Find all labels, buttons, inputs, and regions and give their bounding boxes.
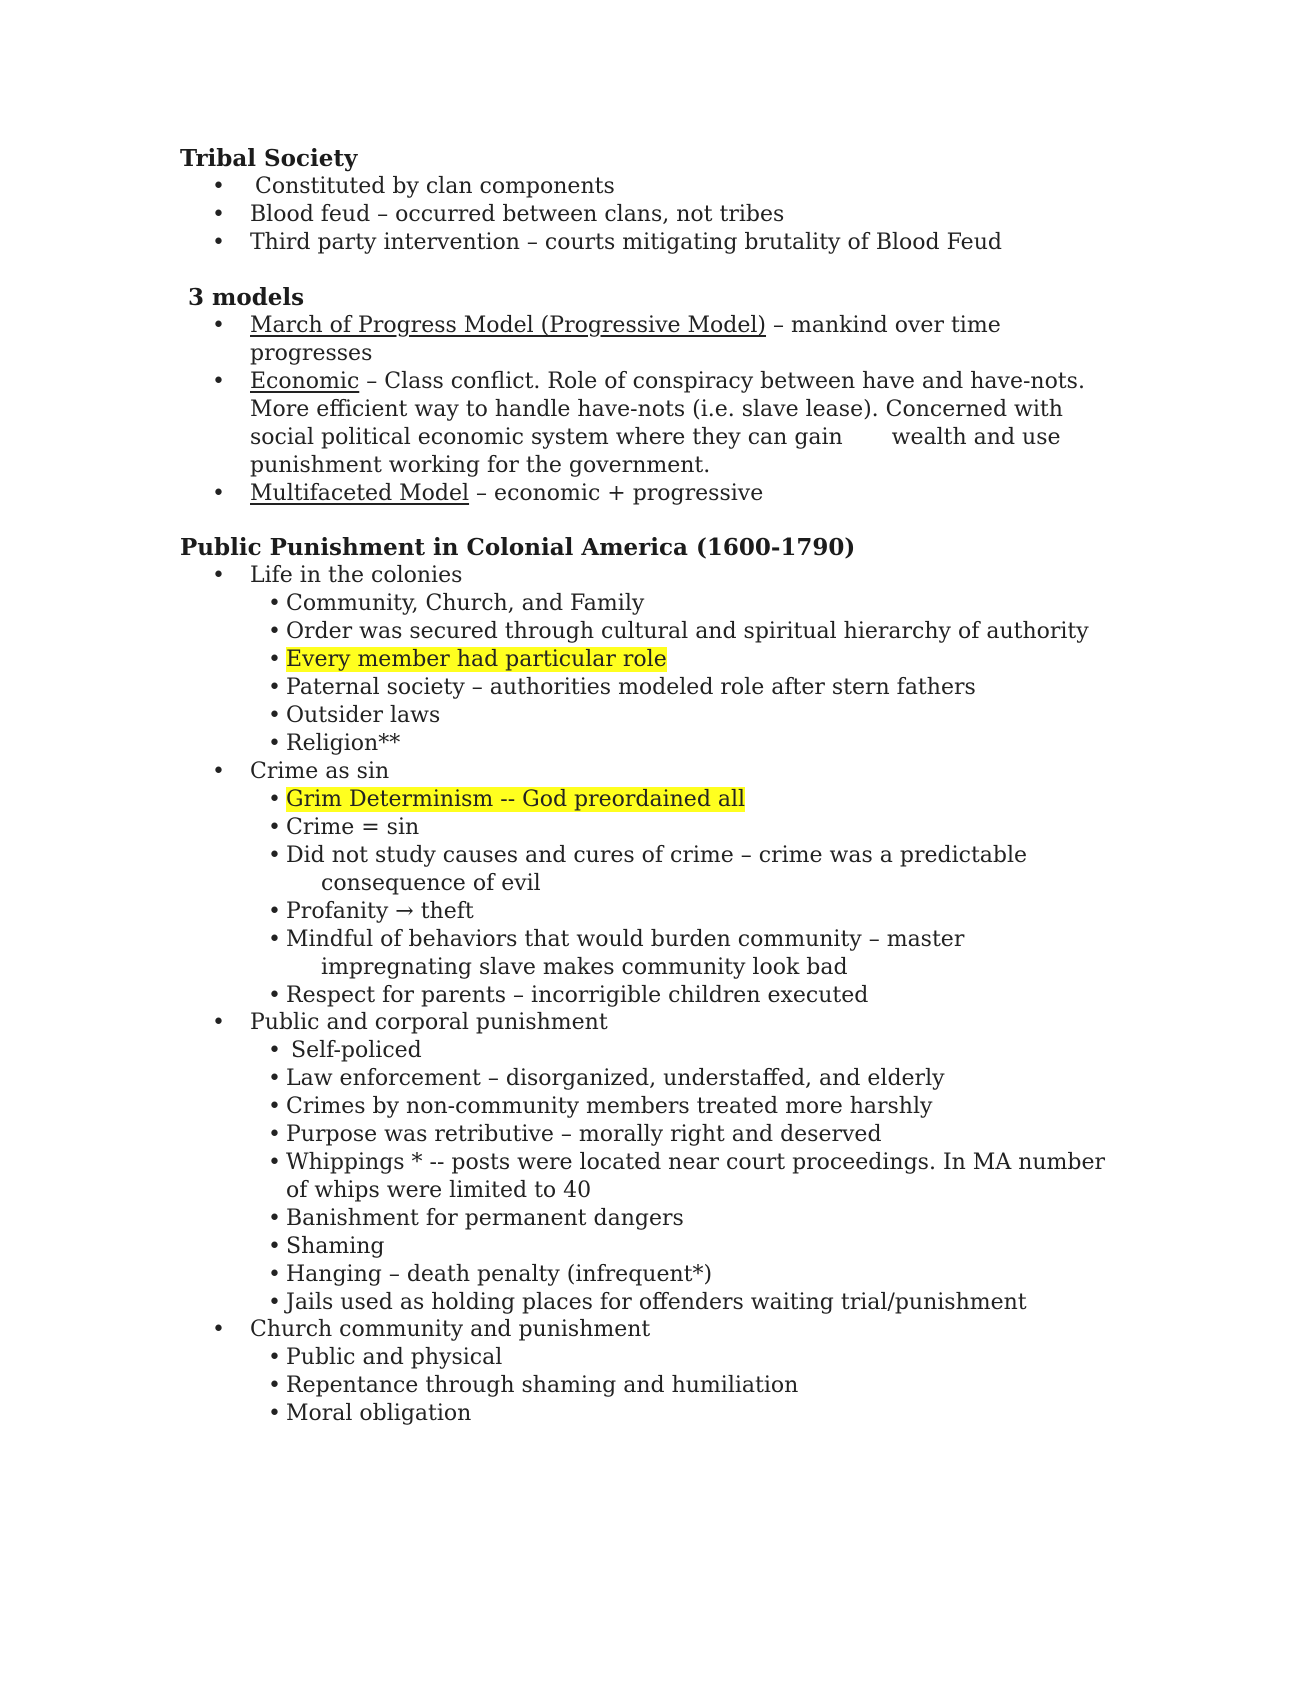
corporal-item: Banishment for permanent dangers <box>286 1206 684 1231</box>
bullet-icon: • <box>212 1010 225 1035</box>
tribal-item: Blood feud – occurred between clans, not tribes <box>250 202 785 227</box>
church-item: Public and physical <box>286 1345 503 1370</box>
corporal-item: Jails used as holding places for offenders waiting trial/punishment <box>286 1290 1027 1315</box>
sub-bullet-icon: • <box>268 1038 281 1063</box>
sub-bullet-icon: • <box>268 1206 281 1231</box>
sub-bullet-icon: • <box>268 1066 281 1091</box>
corporal-item-cont: of whips were limited to 40 <box>286 1178 592 1203</box>
bullet-icon: • <box>212 313 225 338</box>
corporal-item: Law enforcement – disorganized, understaffed, and elderly <box>286 1066 945 1091</box>
corporal-item: Hanging – death penalty (infrequent*) <box>286 1262 713 1287</box>
section-church-community: Church community and punishment <box>250 1317 651 1342</box>
corporal-item: Shaming <box>286 1234 385 1259</box>
sub-bullet-icon: • <box>268 647 281 672</box>
section-corporal-punishment: Public and corporal punishment <box>250 1010 608 1035</box>
model-desc: – mankind over time <box>766 313 1001 338</box>
model-item-multifaceted <box>250 479 763 509</box>
corporal-item: Whippings * -- posts were located near court proceedings. In MA number <box>286 1150 1106 1175</box>
sub-bullet-icon: • <box>268 1150 281 1175</box>
sub-bullet-icon: • <box>268 1094 281 1119</box>
church-item: Repentance through shaming and humiliation <box>286 1373 799 1398</box>
model-desc: – economic + progressive <box>469 481 764 506</box>
sub-bullet-icon: • <box>268 787 281 812</box>
sub-bullet-icon: • <box>268 1234 281 1259</box>
sin-item-highlighted <box>286 785 745 815</box>
model-term: Economic <box>250 369 360 394</box>
church-item: Moral obligation <box>286 1401 472 1426</box>
heading-3-models: 3 models <box>188 284 305 311</box>
sub-bullet-icon: • <box>268 927 281 952</box>
corporal-item: Self-policed <box>291 1038 422 1063</box>
model-desc: – Class conflict. Role of conspiracy between have and have-nots. <box>359 369 1085 394</box>
model-item-cont: More efficient way to handle have-nots (i.e. slave lease). Concerned with <box>250 397 1063 422</box>
model-term: Multifaceted Model <box>250 481 470 506</box>
bullet-icon: • <box>212 481 225 506</box>
bullet-icon: • <box>212 369 225 394</box>
sub-bullet-icon: • <box>268 815 281 840</box>
sub-bullet-icon: • <box>268 703 281 728</box>
sub-bullet-icon: • <box>268 1401 281 1426</box>
sub-bullet-icon: • <box>268 983 281 1008</box>
model-item-progress <box>250 311 1001 341</box>
bullet-icon: • <box>212 202 225 227</box>
section-crime-as-sin: Crime as sin <box>250 759 390 784</box>
sub-bullet-icon: • <box>268 843 281 868</box>
model-item-cont: social political economic system where they can gain wealth and use <box>250 425 1061 450</box>
heading-tribal-society: Tribal Society <box>180 145 358 172</box>
sub-bullet-icon: • <box>268 675 281 700</box>
sub-bullet-icon: • <box>268 591 281 616</box>
bullet-icon: • <box>212 174 225 199</box>
bullet-icon: • <box>212 563 225 588</box>
sin-item-cont: impregnating slave makes community look bad <box>321 955 848 980</box>
sub-bullet-icon: • <box>268 1122 281 1147</box>
sin-item-cont: consequence of evil <box>321 871 541 896</box>
sin-item: Crime = sin <box>286 815 420 840</box>
tribal-item: Constituted by clan components <box>255 174 615 199</box>
life-item: Order was secured through cultural and spiritual hierarchy of authority <box>286 619 1089 644</box>
sub-bullet-icon: • <box>268 1345 281 1370</box>
model-term: March of Progress Model (Progressive Model) <box>250 313 767 338</box>
sin-item: Mindful of behaviors that would burden community – master <box>286 927 965 952</box>
life-item: Outsider laws <box>286 703 441 728</box>
bullet-icon: • <box>212 759 225 784</box>
sub-bullet-icon: • <box>268 731 281 756</box>
highlight: Grim Determinism -- God preordained all <box>286 787 746 812</box>
sub-bullet-icon: • <box>268 619 281 644</box>
bullet-icon: • <box>212 1317 225 1342</box>
sin-item: Profanity → theft <box>286 899 474 924</box>
sub-bullet-icon: • <box>268 899 281 924</box>
life-item: Religion** <box>286 731 401 756</box>
heading-public-punishment: Public Punishment in Colonial America (1600-1790) <box>180 534 856 561</box>
model-item-cont: progresses <box>250 341 373 366</box>
sub-bullet-icon: • <box>268 1262 281 1287</box>
corporal-item: Crimes by non-community members treated more harshly <box>286 1094 933 1119</box>
highlight: Every member had particular role <box>286 647 667 672</box>
model-item-cont: punishment working for the government. <box>250 453 711 478</box>
life-item: Community, Church, and Family <box>286 591 645 616</box>
corporal-item: Purpose was retributive – morally right and deserved <box>286 1122 882 1147</box>
model-item-economic <box>250 367 1085 397</box>
bullet-icon: • <box>212 230 225 255</box>
sub-bullet-icon: • <box>268 1290 281 1315</box>
life-item-highlighted <box>286 645 667 675</box>
section-life-in-colonies: Life in the colonies <box>250 563 463 588</box>
life-item: Paternal society – authorities modeled role after stern fathers <box>286 675 976 700</box>
sub-bullet-icon: • <box>268 1373 281 1398</box>
tribal-item: Third party intervention – courts mitigating brutality of Blood Feud <box>250 230 1002 255</box>
sin-item: Did not study causes and cures of crime – crime was a predictable <box>286 843 1028 868</box>
sin-item: Respect for parents – incorrigible children executed <box>286 983 869 1008</box>
